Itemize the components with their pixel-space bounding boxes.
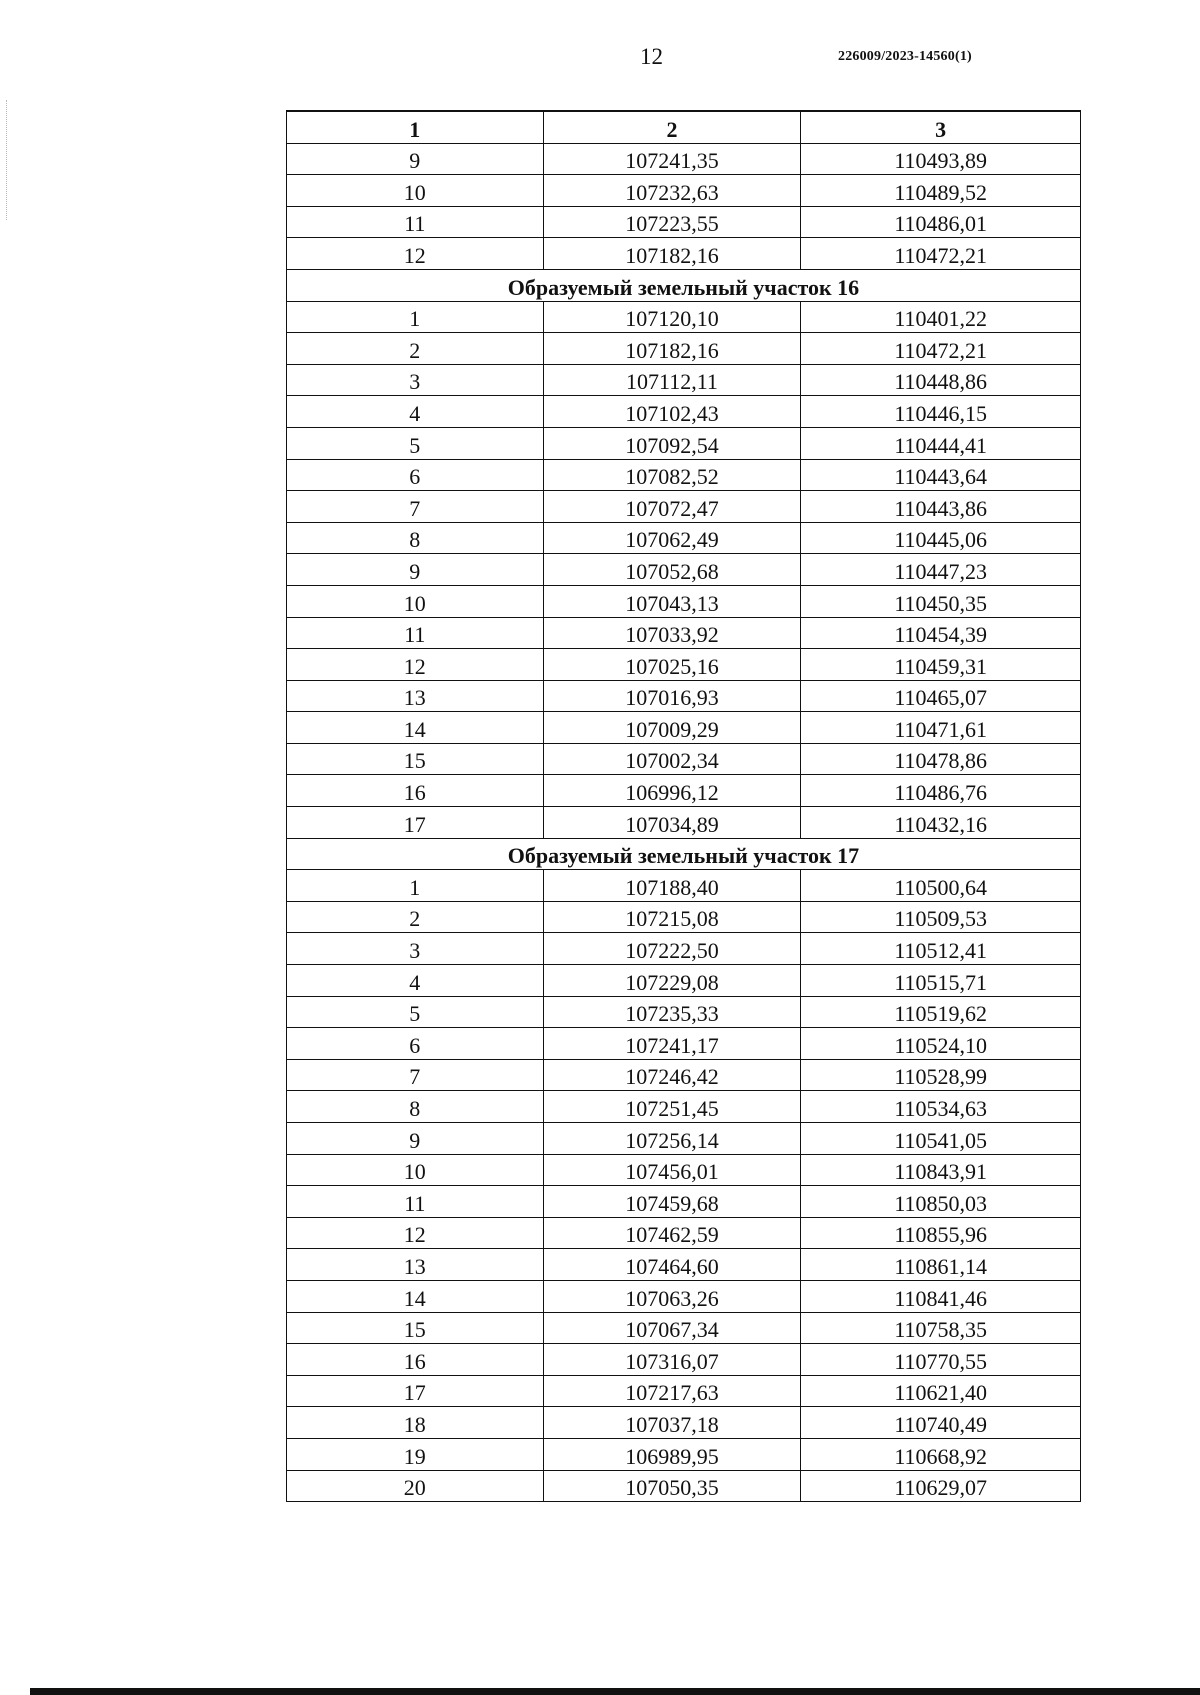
y-coordinate-cell: 110524,10 [801,1028,1081,1060]
x-coordinate-cell: 107025,16 [543,649,801,681]
x-coordinate-cell: 107033,92 [543,617,801,649]
y-coordinate-cell: 110512,41 [801,933,1081,965]
column-header: 3 [801,111,1081,143]
section-title: Образуемый земельный участок 17 [287,838,1081,870]
x-coordinate-cell: 107222,50 [543,933,801,965]
point-number-cell: 11 [287,1186,544,1218]
table-row [287,491,1081,523]
point-number-cell: 16 [287,1344,544,1376]
section-title: Образуемый земельный участок 16 [287,269,1081,301]
x-coordinate-cell: 107063,26 [543,1280,801,1312]
table-row [287,933,1081,965]
y-coordinate-cell: 110445,06 [801,522,1081,554]
y-coordinate-cell: 110465,07 [801,680,1081,712]
table-row [287,1249,1081,1281]
x-coordinate-cell: 107235,33 [543,996,801,1028]
y-coordinate-cell: 110740,49 [801,1407,1081,1439]
page-number: 12 [640,44,663,69]
column-header: 1 [287,111,544,143]
y-coordinate-cell: 110489,52 [801,175,1081,207]
point-number-cell: 2 [287,901,544,933]
y-coordinate-cell: 110534,63 [801,1091,1081,1123]
table-row [287,206,1081,238]
point-number-cell: 15 [287,743,544,775]
point-number-cell: 2 [287,333,544,365]
point-number-cell: 6 [287,1028,544,1060]
table-row [287,1375,1081,1407]
point-number-cell: 20 [287,1470,544,1502]
y-coordinate-cell: 110478,86 [801,743,1081,775]
point-number-cell: 18 [287,1407,544,1439]
table-row [287,1186,1081,1218]
x-coordinate-cell: 107256,14 [543,1123,801,1155]
point-number-cell: 17 [287,1375,544,1407]
y-coordinate-cell: 110841,46 [801,1280,1081,1312]
y-coordinate-cell: 110528,99 [801,1059,1081,1091]
x-coordinate-cell: 107120,10 [543,301,801,333]
x-coordinate-cell: 107050,35 [543,1470,801,1502]
point-number-cell: 12 [287,238,544,270]
point-number-cell: 13 [287,680,544,712]
y-coordinate-cell: 110448,86 [801,364,1081,396]
y-coordinate-cell: 110493,89 [801,143,1081,175]
y-coordinate-cell: 110443,86 [801,491,1081,523]
y-coordinate-cell: 110444,41 [801,427,1081,459]
x-coordinate-cell: 107112,11 [543,364,801,396]
point-number-cell: 8 [287,522,544,554]
x-coordinate-cell: 107229,08 [543,965,801,997]
table-row [287,807,1081,839]
x-coordinate-cell: 107188,40 [543,870,801,902]
table-header-row [287,111,1081,143]
table-row [287,175,1081,207]
table-row [287,585,1081,617]
y-coordinate-cell: 110432,16 [801,807,1081,839]
table-row [287,712,1081,744]
y-coordinate-cell: 110541,05 [801,1123,1081,1155]
table-row [287,617,1081,649]
y-coordinate-cell: 110447,23 [801,554,1081,586]
y-coordinate-cell: 110472,21 [801,333,1081,365]
y-coordinate-cell: 110509,53 [801,901,1081,933]
point-number-cell: 5 [287,427,544,459]
x-coordinate-cell: 107217,63 [543,1375,801,1407]
x-coordinate-cell: 107009,29 [543,712,801,744]
point-number-cell: 11 [287,206,544,238]
x-coordinate-cell: 107034,89 [543,807,801,839]
point-number-cell: 6 [287,459,544,491]
table-row [287,522,1081,554]
column-header: 2 [543,111,801,143]
y-coordinate-cell: 110500,64 [801,870,1081,902]
point-number-cell: 17 [287,807,544,839]
y-coordinate-cell: 110843,91 [801,1154,1081,1186]
point-number-cell: 9 [287,1123,544,1155]
section-header-row [287,269,1081,301]
point-number-cell: 7 [287,1059,544,1091]
y-coordinate-cell: 110459,31 [801,649,1081,681]
table-row [287,238,1081,270]
table-row [287,901,1081,933]
x-coordinate-cell: 107092,54 [543,427,801,459]
coordinates-table [286,110,1081,1502]
y-coordinate-cell: 110401,22 [801,301,1081,333]
table-row [287,1470,1081,1502]
point-number-cell: 19 [287,1438,544,1470]
x-coordinate-cell: 107067,34 [543,1312,801,1344]
table-row [287,554,1081,586]
y-coordinate-cell: 110861,14 [801,1249,1081,1281]
point-number-cell: 3 [287,933,544,965]
x-coordinate-cell: 107052,68 [543,554,801,586]
table-row [287,1123,1081,1155]
y-coordinate-cell: 110519,62 [801,996,1081,1028]
point-number-cell: 8 [287,1091,544,1123]
table-row [287,333,1081,365]
table-row [287,649,1081,681]
x-coordinate-cell: 106989,95 [543,1438,801,1470]
scan-edge-marks [6,100,9,220]
point-number-cell: 12 [287,1217,544,1249]
table-row [287,1154,1081,1186]
x-coordinate-cell: 107462,59 [543,1217,801,1249]
point-number-cell: 9 [287,554,544,586]
y-coordinate-cell: 110446,15 [801,396,1081,428]
table-row [287,1028,1081,1060]
x-coordinate-cell: 107072,47 [543,491,801,523]
table-row [287,1312,1081,1344]
scan-bottom-edge [30,1688,1200,1695]
y-coordinate-cell: 110472,21 [801,238,1081,270]
x-coordinate-cell: 107456,01 [543,1154,801,1186]
table-row [287,743,1081,775]
point-number-cell: 1 [287,870,544,902]
point-number-cell: 13 [287,1249,544,1281]
section-header-row [287,838,1081,870]
table-row [287,1091,1081,1123]
y-coordinate-cell: 110855,96 [801,1217,1081,1249]
point-number-cell: 10 [287,1154,544,1186]
table-row [287,965,1081,997]
x-coordinate-cell: 107223,55 [543,206,801,238]
table-body [287,143,1081,1502]
point-number-cell: 11 [287,617,544,649]
point-number-cell: 15 [287,1312,544,1344]
table-row [287,396,1081,428]
x-coordinate-cell: 107037,18 [543,1407,801,1439]
point-number-cell: 14 [287,1280,544,1312]
table-row [287,301,1081,333]
point-number-cell: 16 [287,775,544,807]
point-number-cell: 7 [287,491,544,523]
table-row [287,1059,1081,1091]
table-row [287,680,1081,712]
point-number-cell: 14 [287,712,544,744]
x-coordinate-cell: 107316,07 [543,1344,801,1376]
table-row [287,1438,1081,1470]
x-coordinate-cell: 107241,17 [543,1028,801,1060]
point-number-cell: 5 [287,996,544,1028]
y-coordinate-cell: 110486,76 [801,775,1081,807]
y-coordinate-cell: 110443,64 [801,459,1081,491]
point-number-cell: 4 [287,965,544,997]
x-coordinate-cell: 107082,52 [543,459,801,491]
y-coordinate-cell: 110621,40 [801,1375,1081,1407]
table-row [287,775,1081,807]
y-coordinate-cell: 110471,61 [801,712,1081,744]
point-number-cell: 4 [287,396,544,428]
point-number-cell: 3 [287,364,544,396]
x-coordinate-cell: 107016,93 [543,680,801,712]
table-row [287,1344,1081,1376]
x-coordinate-cell: 107043,13 [543,585,801,617]
x-coordinate-cell: 107232,63 [543,175,801,207]
y-coordinate-cell: 110758,35 [801,1312,1081,1344]
point-number-cell: 1 [287,301,544,333]
x-coordinate-cell: 107251,45 [543,1091,801,1123]
x-coordinate-cell: 107182,16 [543,333,801,365]
y-coordinate-cell: 110515,71 [801,965,1081,997]
x-coordinate-cell: 107102,43 [543,396,801,428]
x-coordinate-cell: 107062,49 [543,522,801,554]
table-row [287,143,1081,175]
table-row [287,427,1081,459]
point-number-cell: 10 [287,175,544,207]
x-coordinate-cell: 107215,08 [543,901,801,933]
x-coordinate-cell: 106996,12 [543,775,801,807]
y-coordinate-cell: 110850,03 [801,1186,1081,1218]
table-row [287,870,1081,902]
y-coordinate-cell: 110454,39 [801,617,1081,649]
x-coordinate-cell: 107002,34 [543,743,801,775]
table-row [287,996,1081,1028]
point-number-cell: 12 [287,649,544,681]
x-coordinate-cell: 107459,68 [543,1186,801,1218]
x-coordinate-cell: 107464,60 [543,1249,801,1281]
y-coordinate-cell: 110770,55 [801,1344,1081,1376]
table-row [287,1407,1081,1439]
y-coordinate-cell: 110486,01 [801,206,1081,238]
table-row [287,364,1081,396]
x-coordinate-cell: 107246,42 [543,1059,801,1091]
table-row [287,1217,1081,1249]
table-row [287,459,1081,491]
x-coordinate-cell: 107182,16 [543,238,801,270]
x-coordinate-cell: 107241,35 [543,143,801,175]
y-coordinate-cell: 110668,92 [801,1438,1081,1470]
point-number-cell: 9 [287,143,544,175]
point-number-cell: 10 [287,585,544,617]
table-row [287,1280,1081,1312]
document-id: 226009/2023-14560(1) [838,49,972,64]
y-coordinate-cell: 110629,07 [801,1470,1081,1502]
y-coordinate-cell: 110450,35 [801,585,1081,617]
